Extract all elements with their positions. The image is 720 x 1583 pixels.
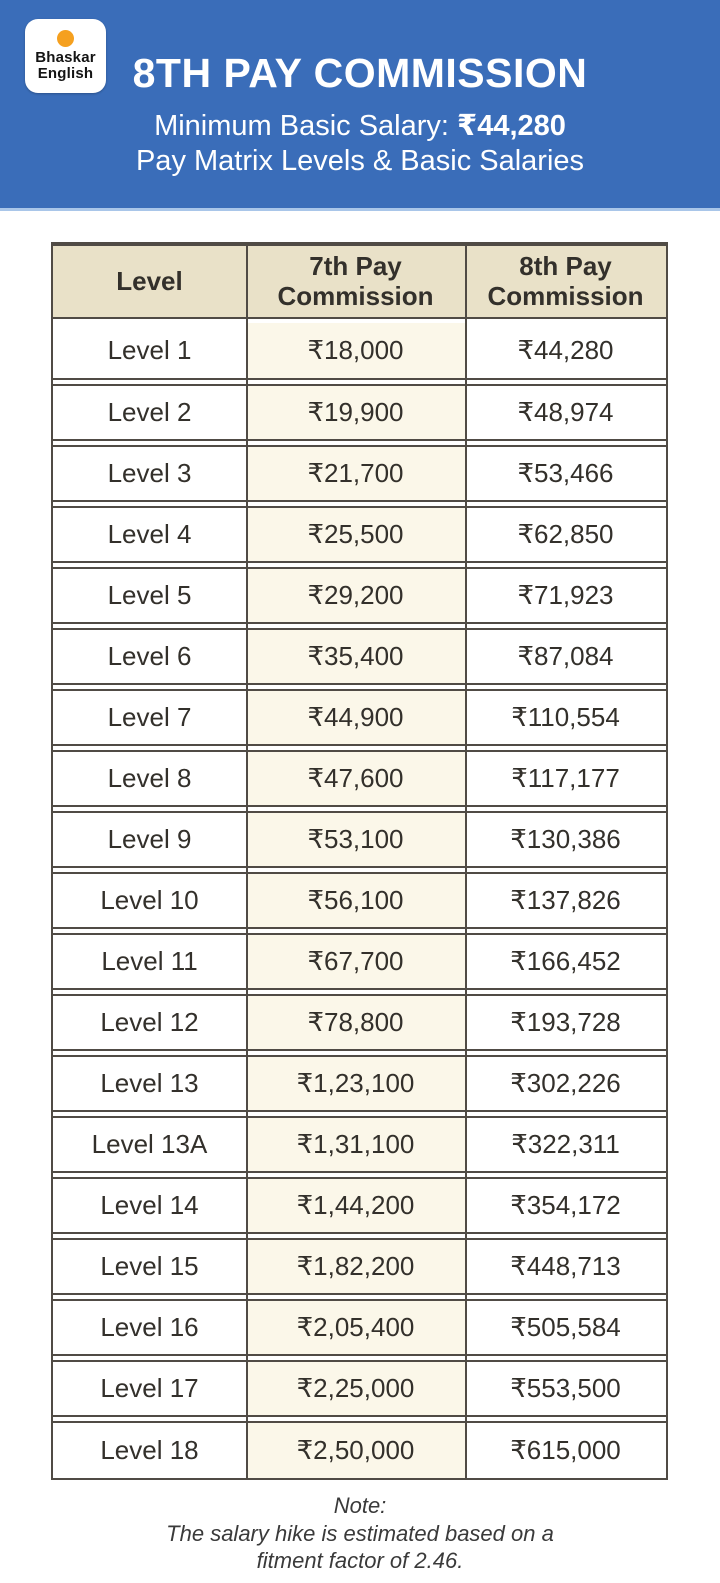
table-row — [53, 994, 666, 1051]
level-cell: Level 7 — [107, 702, 192, 732]
pay7-cell: ₹2,50,000 — [246, 1423, 465, 1478]
column-divider-2 — [465, 244, 467, 1478]
table-row — [53, 1055, 666, 1112]
level-cell: Level 10 — [100, 885, 199, 915]
level-cell: Level 13 — [100, 1068, 199, 1098]
pay8-cell: ₹354,172 — [510, 1190, 621, 1220]
pay8-cell: ₹53,466 — [517, 458, 614, 488]
level-cell: Level 8 — [107, 763, 192, 793]
table-row — [53, 872, 666, 929]
pay7-cell: ₹1,23,100 — [246, 1057, 465, 1110]
pay8-cell: ₹48,974 — [517, 397, 614, 427]
pay7-cell: ₹35,400 — [246, 630, 465, 683]
level-cell: Level 3 — [107, 458, 192, 488]
bhaskar-english-logo — [25, 19, 106, 93]
table-row — [53, 384, 666, 441]
pay7-cell: ₹1,44,200 — [246, 1179, 465, 1232]
level-cell: Level 9 — [107, 824, 192, 854]
pay8-cell: ₹448,713 — [510, 1251, 621, 1281]
table-body — [53, 323, 666, 1478]
pay7-cell: ₹53,100 — [246, 813, 465, 866]
logo-text-line2: English — [37, 65, 94, 82]
level-cell: Level 15 — [100, 1251, 199, 1281]
table-row — [53, 1177, 666, 1234]
column-header-7th-pay: 7th Pay Commission — [277, 251, 434, 311]
table-row — [53, 1238, 666, 1295]
pay8-cell: ₹193,728 — [510, 1007, 621, 1037]
pay7-cell: ₹21,700 — [246, 447, 465, 500]
header-banner — [0, 0, 720, 211]
pay7-cell: ₹29,200 — [246, 569, 465, 622]
note-body: The salary hike is estimated based on a fitment factor of 2.46. — [166, 1520, 554, 1573]
logo-dot-icon — [57, 30, 74, 47]
table-row — [53, 1116, 666, 1173]
level-cell: Level 16 — [100, 1312, 199, 1342]
pay7-cell: ₹67,700 — [246, 935, 465, 988]
table-row — [53, 506, 666, 563]
level-cell: Level 13A — [91, 1129, 208, 1159]
table-row — [53, 567, 666, 624]
table-row — [53, 628, 666, 685]
pay7-cell: ₹78,800 — [246, 996, 465, 1049]
column-header-level: Level — [116, 265, 183, 296]
pay7-cell: ₹1,82,200 — [246, 1240, 465, 1293]
level-cell: Level 1 — [107, 335, 192, 365]
pay8-cell: ₹110,554 — [511, 702, 620, 732]
level-cell: Level 4 — [107, 519, 192, 549]
pay7-cell: ₹44,900 — [246, 691, 465, 744]
pay7-cell: ₹2,25,000 — [246, 1362, 465, 1415]
note-heading: Note: — [333, 1493, 387, 1518]
table-row — [53, 323, 666, 380]
table-row — [53, 811, 666, 868]
level-cell: Level 18 — [100, 1435, 199, 1465]
subtitle-prefix: Minimum Basic Salary: — [154, 110, 458, 142]
level-cell: Level 14 — [100, 1190, 199, 1220]
level-cell: Level 2 — [107, 397, 192, 427]
pay7-cell: ₹19,900 — [246, 386, 465, 439]
table-row — [53, 1421, 666, 1478]
pay-matrix-subtitle: Pay Matrix Levels & Basic Salaries — [135, 145, 585, 178]
pay8-cell: ₹322,311 — [511, 1129, 620, 1159]
table-row — [53, 1360, 666, 1417]
pay-matrix-table — [51, 242, 668, 1480]
pay7-cell: ₹18,000 — [246, 323, 465, 378]
pay8-cell: ₹302,226 — [510, 1068, 621, 1098]
banner-subtitle — [0, 109, 720, 180]
table-row — [53, 689, 666, 746]
pay8-cell: ₹166,452 — [510, 946, 621, 976]
pay8-cell: ₹44,280 — [517, 335, 614, 365]
page-title: 8TH PAY COMMISSION — [132, 50, 588, 96]
pay8-cell: ₹87,084 — [517, 641, 614, 671]
level-cell: Level 17 — [100, 1373, 199, 1403]
pay8-cell: ₹117,177 — [511, 763, 620, 793]
pay8-cell: ₹505,584 — [510, 1312, 621, 1342]
pay8-cell: ₹553,500 — [510, 1373, 621, 1403]
minimum-basic-salary-line — [0, 109, 720, 144]
pay7-cell: ₹1,31,100 — [246, 1118, 465, 1171]
logo-text-line1: Bhaskar — [35, 48, 96, 66]
pay8-cell: ₹130,386 — [510, 824, 621, 854]
table-row — [53, 933, 666, 990]
level-cell: Level 11 — [101, 946, 198, 976]
level-cell: Level 6 — [107, 641, 192, 671]
pay7-cell: ₹25,500 — [246, 508, 465, 561]
footnote — [0, 1492, 720, 1575]
table-header-row — [53, 244, 666, 319]
pay8-cell: ₹137,826 — [510, 885, 621, 915]
pay8-cell: ₹62,850 — [517, 519, 614, 549]
pay8-cell: ₹71,923 — [517, 580, 614, 610]
pay8-cell: ₹615,000 — [510, 1435, 621, 1465]
table-row — [53, 750, 666, 807]
column-header-8th-pay: 8th Pay Commission — [487, 251, 644, 311]
table-row — [53, 445, 666, 502]
minimum-salary-amount: ₹44,280 — [457, 110, 566, 142]
column-divider-1 — [246, 244, 248, 1478]
table-row — [53, 1299, 666, 1356]
level-cell: Level 12 — [100, 1007, 199, 1037]
level-cell: Level 5 — [107, 580, 192, 610]
pay7-cell: ₹47,600 — [246, 752, 465, 805]
pay7-cell: ₹56,100 — [246, 874, 465, 927]
pay7-cell: ₹2,05,400 — [246, 1301, 465, 1354]
